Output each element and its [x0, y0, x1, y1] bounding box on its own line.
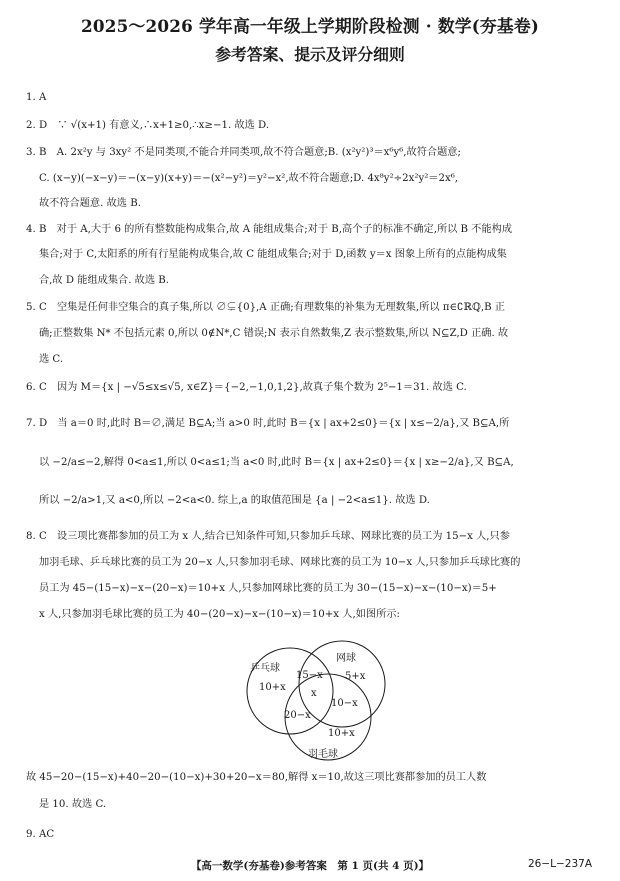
answer-8-line-6: 是 10. 故选 C. [39, 799, 107, 810]
answer-3-line-1: 3. B A. 2x²y 与 3xy² 不是同类项,不能合并同类项,故不符合题意;B. (x²y²)³＝x⁶y⁶,故符合题意; [26, 147, 461, 158]
answer-7-line-3: 所以 −2/a>1,又 a<0,所以 −2<a<0. 综上,a 的取值范围是 {a | −2<a≤1}. 故选 D. [39, 495, 430, 506]
answer-8-line-2: 加羽毛球、乒乓球比赛的员工为 20−x 人,只参加羽毛球、网球比赛的员工为 10−x 人,只参加乒乓球比赛的 [39, 557, 521, 568]
footer-doc-code: 26−L−237A [527, 858, 592, 870]
answer-8-line-4: x 人,只参加羽毛球比赛的员工为 40−(20−x)−x−(10−x)＝10+x 人,如图所示: [39, 609, 400, 620]
answer-5-line-1: 5. C 空集是任何非空集合的真子集,所以 ∅⊊{0},A 正确;有理数集的补集为无理数集,所以 π∈∁ℝℚ,B 正 [26, 302, 505, 313]
document-title: 2025～2026 学年高一年级上学期阶段检测 · 数学(夯基卷) [81, 17, 539, 37]
answer-4-line-3: 合,故 D 能组成集合. 故选 B. [39, 275, 170, 286]
region-table-tennis-tennis: 15−x [296, 670, 323, 681]
label-tennis: 网球 [336, 653, 356, 664]
answer-6: 6. C 因为 M＝{x | −√5≤x≤√5, x∈Z}＝{−2,−1,0,1,2},故真子集个数为 2⁵−1＝31. 故选 C. [26, 382, 467, 393]
answer-2: 2. D ∵ √(x+1) 有意义,∴x+1≥0,∴x≥−1. 故选 D. [26, 120, 270, 131]
venn-diagram [242, 640, 392, 762]
answer-1: 1. A [26, 92, 47, 103]
answer-3-line-2: C. (x−y)(−x−y)＝−(x−y)(x+y)＝−(x²−y²)＝y²−x²,故不符合题意;D. 4x⁸y²÷2x²y²＝2x⁶, [39, 173, 459, 184]
region-tennis-badminton: 10−x [331, 698, 358, 709]
label-badminton: 羽毛球 [308, 749, 338, 760]
label-table-tennis: 乒乓球 [250, 663, 280, 674]
footer-page-info: 【高一数学(夯基卷)参考答案 第 1 页(共 4 页)】 [190, 860, 430, 872]
answer-7-line-2: 以 −2/a≤−2,解得 0<a≤1,所以 0<a≤1;当 a<0 时,此时 B＝{x | ax+2≤0}＝{x | x≥−2/a},又 B⊆A, [39, 457, 514, 468]
region-badminton-only: 10+x [328, 728, 355, 739]
answer-8-line-3: 员工为 45−(15−x)−x−(20−x)＝10+x 人,只参加网球比赛的员工为 30−(15−x)−x−(10−x)＝5+ [39, 583, 497, 594]
answer-3-line-3: 故不符合题意. 故选 B. [39, 198, 141, 209]
answer-4-line-1: 4. B 对于 A,大于 6 的所有整数能构成集合,故 A 能组成集合;对于 B,高个子的标准不确定,所以 B 不能构成 [26, 224, 513, 235]
answer-9: 9. AC [26, 829, 55, 840]
answer-8-line-5: 故 45−20−(15−x)+40−20−(10−x)+30+20−x＝80,解得 x＝10,故这三项比赛都参加的员工人数 [26, 772, 487, 783]
answer-7-line-1: 7. D 当 a＝0 时,此时 B＝∅,满足 B⊆A;当 a>0 时,此时 B＝{x | ax+2≤0}＝{x | x≤−2/a},又 B⊆A,所 [26, 418, 510, 429]
answer-5-line-3: 选 C. [39, 354, 64, 365]
region-all-three: x [311, 688, 317, 699]
answer-8-line-1: 8. C 设三项比赛都参加的员工为 x 人,结合已知条件可知,只参加乒乓球、网球比赛的员工为 15−x 人,只参 [26, 531, 510, 542]
region-tennis-only: 5+x [345, 671, 366, 682]
document-subtitle: 参考答案、提示及评分细则 [215, 45, 405, 64]
region-table-tennis-only: 10+x [259, 682, 286, 693]
answer-5-line-2: 确;正整数集 N* 不包括元素 0,所以 0∉N*,C 错误;N 表示自然数集,Z 表示整数集,所以 N⊆Z,D 正确. 故 [39, 328, 509, 339]
region-table-tennis-badminton: 20−x [284, 710, 311, 721]
answer-4-line-2: 集合;对于 C,太阳系的所有行星能构成集合,故 C 能组成集合;对于 D,函数 y＝x 图象上所有的点能构成集 [39, 249, 507, 260]
